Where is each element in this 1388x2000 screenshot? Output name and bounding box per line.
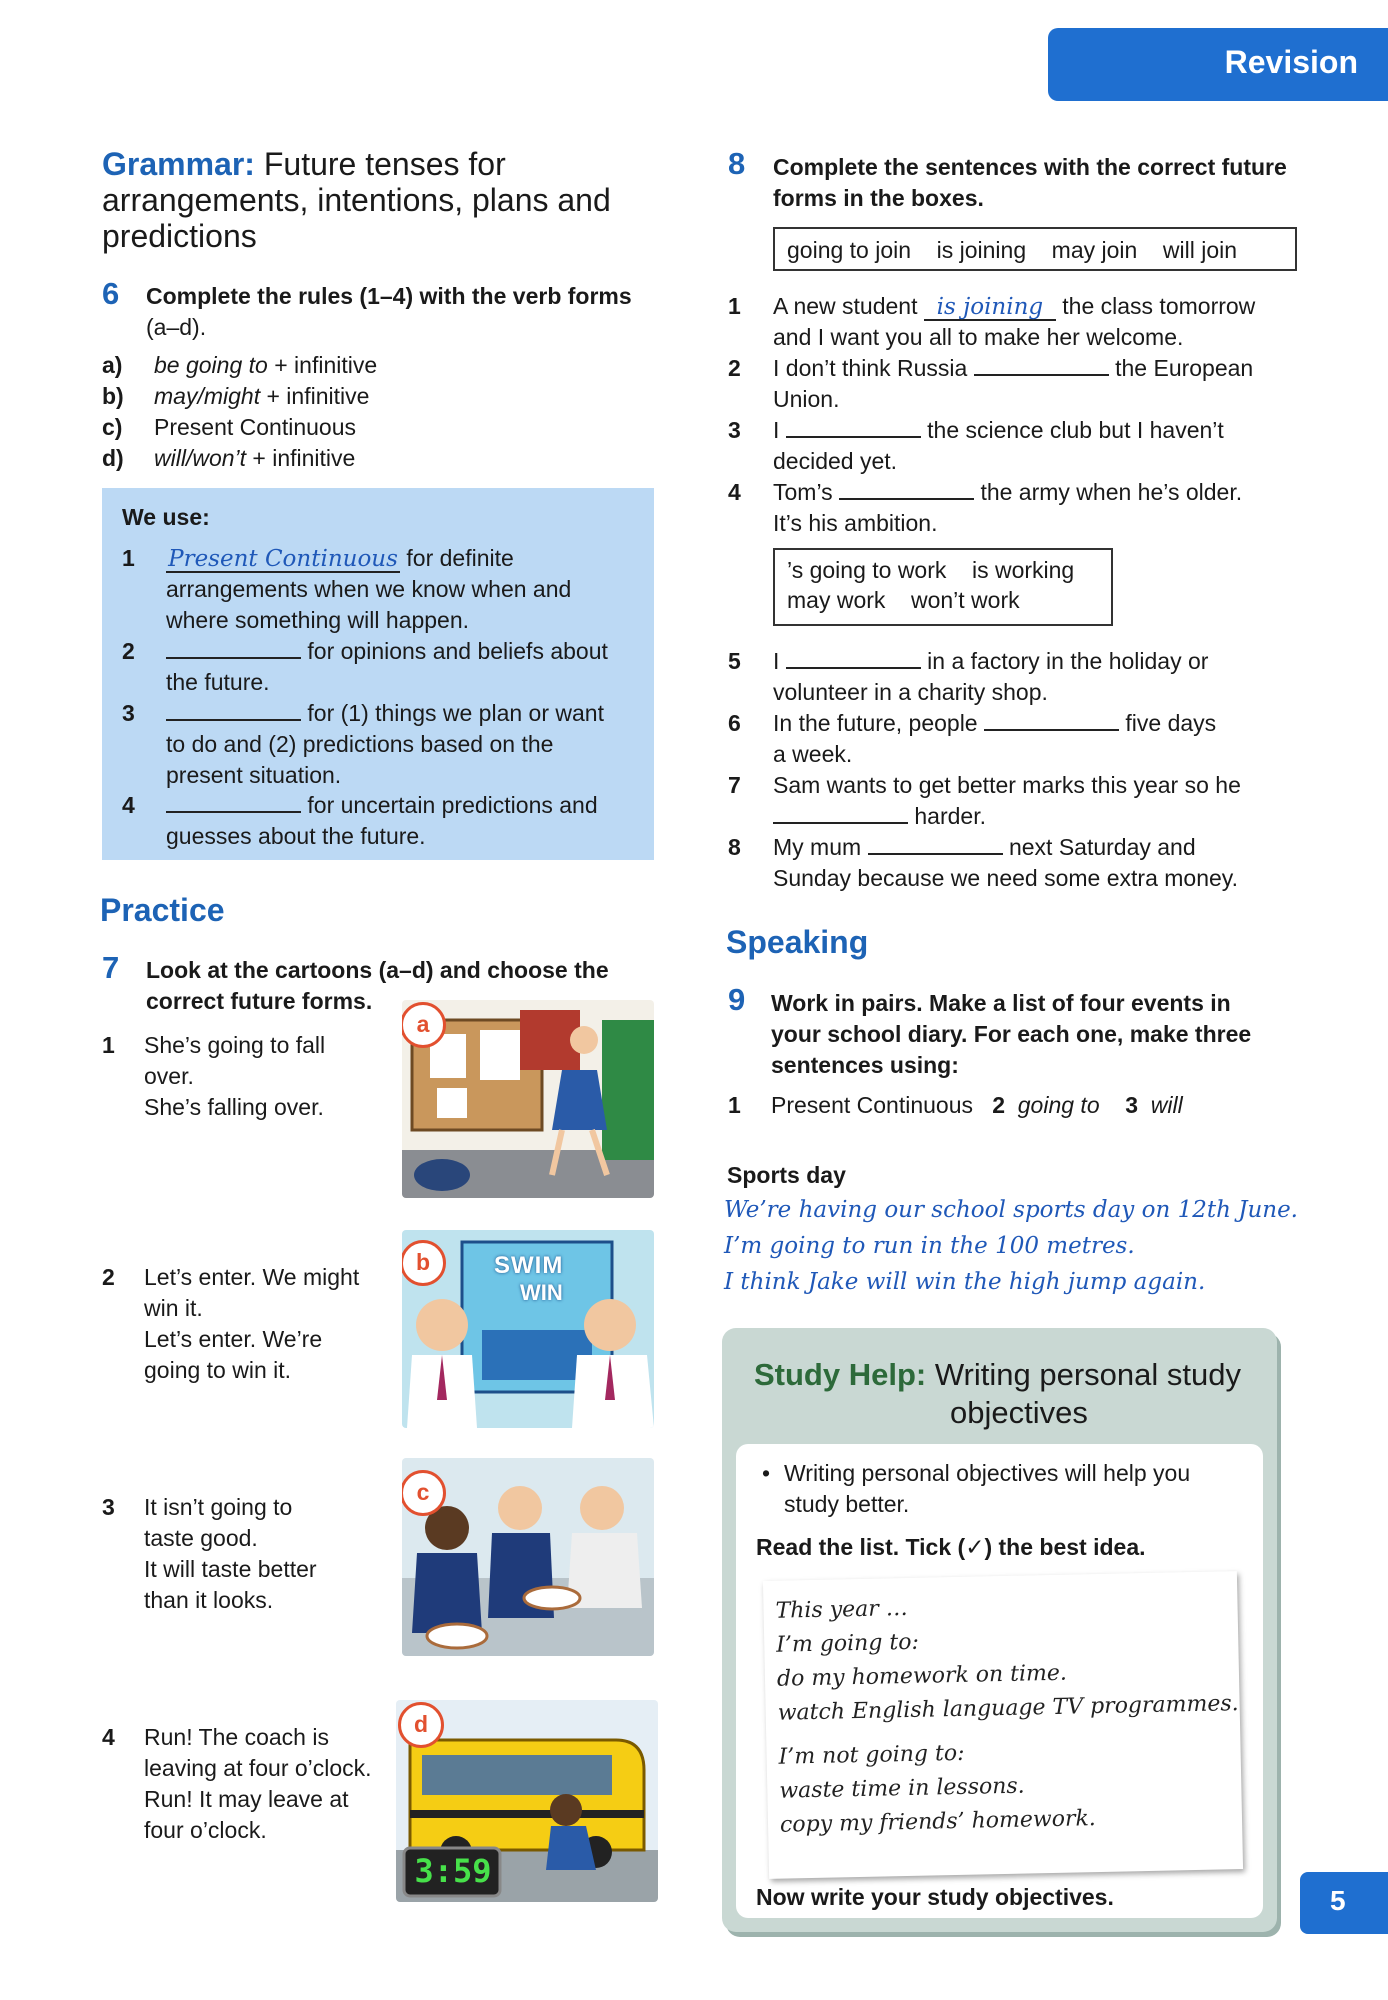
item-number: 1	[102, 1032, 115, 1058]
rule-number: 2	[122, 638, 135, 664]
item-number: 4	[102, 1724, 115, 1750]
ex7-instruction-l1: Look at the cartoons (a–d) and choose the	[146, 957, 609, 983]
ex8-sentences-1-4	[728, 291, 1308, 539]
sentence-text: decided yet.	[773, 448, 898, 474]
grammar-title-1: Future tenses for	[263, 146, 506, 182]
sentence-text: next Saturday and	[1008, 834, 1196, 860]
example-lines	[724, 1192, 1324, 1300]
ex8-instruction-l1: Complete the sentences with the correct future	[773, 154, 1287, 180]
word-option: will join	[1162, 237, 1238, 263]
bullet-text: study better.	[784, 1491, 910, 1517]
sentence-text: Tom’s	[773, 479, 833, 505]
study-help-label: Study Help:	[754, 1357, 927, 1392]
option-text: + infinitive	[246, 445, 356, 471]
sentence-text: in a factory in the holiday or	[927, 648, 1209, 674]
ex6-instruction	[146, 281, 666, 343]
answer-blank[interactable]	[786, 649, 921, 669]
rule-2	[122, 636, 642, 698]
sentence-number: 8	[728, 834, 741, 860]
sentence-text: the class tomorrow	[1062, 293, 1256, 319]
option-letter: a)	[102, 352, 123, 378]
study-help-title	[754, 1356, 1254, 1432]
option-italic: will/won’t	[154, 445, 247, 471]
study-help-card	[736, 1444, 1263, 1918]
answer-blank[interactable]	[773, 804, 908, 824]
answer-blank[interactable]	[166, 701, 301, 721]
sentence-text: the science club but I haven’t	[927, 417, 1224, 443]
example-title: Sports day	[727, 1162, 846, 1188]
option-number: 2	[992, 1092, 1005, 1118]
cartoon-a	[402, 1000, 654, 1198]
word-option: won’t work	[910, 587, 1020, 613]
item-line: It isn’t going to	[144, 1494, 293, 1520]
sentence-text: and I want you all to make her welcome.	[773, 324, 1184, 350]
study-help-bullet: • Writing personal objectives will help you study better.	[762, 1460, 1191, 1517]
ex7-instruction-l2: correct future forms.	[146, 988, 373, 1014]
rule-text: for uncertain predictions and	[307, 792, 598, 818]
sentence-1	[728, 291, 1308, 353]
note-line: I’m going to:	[776, 1629, 920, 1658]
grammar-title-3: predictions	[102, 218, 257, 254]
sentence-text: It’s his ambition.	[773, 510, 938, 536]
option-italic: may/might	[154, 383, 261, 409]
option-c	[102, 412, 622, 443]
cartoon-b	[402, 1230, 654, 1428]
option-letter: c)	[102, 414, 123, 440]
rule-1	[122, 543, 642, 636]
rule-3	[122, 698, 642, 791]
cartoon-d	[396, 1700, 658, 1902]
example-line: I’m going to run in the 100 metres.	[724, 1233, 1135, 1259]
grammar-heading	[102, 146, 662, 254]
word-option: is working	[971, 557, 1075, 583]
ex6-instruction-l1: Complete the rules (1–4) with the verb forms	[146, 283, 632, 309]
practice-item-3	[102, 1492, 402, 1616]
rule-text: for definite	[406, 545, 514, 571]
grammar-title-2: arrangements, intentions, plans and	[102, 182, 611, 218]
word-box-2	[773, 548, 1113, 626]
option-text: + infinitive	[260, 383, 370, 409]
item-number: 2	[102, 1264, 115, 1290]
study-help-footer: Now write your study objectives.	[756, 1884, 1114, 1910]
sentence-text: the European	[1115, 355, 1254, 381]
item-line: Run! The coach is	[144, 1724, 329, 1750]
answer-blank[interactable]	[166, 639, 301, 659]
grammar-label: Grammar:	[102, 146, 255, 182]
note-line: watch English language TV programmes.	[777, 1691, 1239, 1726]
item-line: Let’s enter. We’re	[144, 1326, 323, 1352]
rule-4	[122, 790, 642, 852]
poster-swim: SWIM	[494, 1252, 564, 1279]
sentence-number: 4	[728, 479, 741, 505]
option-going-to: going to	[1017, 1092, 1100, 1118]
sentence-text: I don’t think Russia	[773, 355, 968, 381]
practice-item-1	[102, 1030, 402, 1123]
sentence-text: A new student	[773, 293, 918, 319]
sentence-2	[728, 353, 1308, 415]
sentence-5	[728, 646, 1308, 708]
item-line: four o’clock.	[144, 1817, 267, 1843]
study-help-title-l2: objectives	[950, 1395, 1088, 1430]
option-a	[102, 350, 622, 381]
note-line: do my homework on time.	[776, 1660, 1068, 1692]
sentence-text: In the future, people	[773, 710, 978, 736]
sentence-text: a week.	[773, 741, 853, 767]
sentence-7	[728, 770, 1308, 832]
cartoon-badge-d: d	[398, 1702, 444, 1748]
sentence-number: 2	[728, 355, 741, 381]
ex8-instruction	[773, 152, 1313, 214]
item-line: leaving at four o’clock.	[144, 1755, 372, 1781]
answer-blank[interactable]	[984, 711, 1119, 731]
answer-blank[interactable]	[974, 356, 1109, 376]
rule-number: 1	[122, 545, 135, 571]
word-option: going to join	[787, 237, 912, 263]
word-box-1	[773, 227, 1297, 271]
page-number-tab	[1300, 1872, 1388, 1934]
item-line: win it.	[144, 1295, 203, 1321]
ex9-number: 9	[728, 982, 746, 1017]
option-d	[102, 443, 622, 474]
cartoon-badge-b: b	[402, 1240, 446, 1286]
cartoon-c	[402, 1458, 654, 1656]
answer-blank[interactable]	[786, 418, 921, 438]
poster-win: WIN	[520, 1280, 563, 1305]
study-help-title-l1: Writing personal study	[934, 1357, 1241, 1392]
ex6-options	[102, 350, 622, 474]
sentence-number: 1	[728, 293, 741, 319]
option-number: 1	[728, 1092, 741, 1118]
ex9-instruction-l2: your school diary. For each one, make three	[771, 1021, 1252, 1047]
cartoon-badge-a: a	[402, 1002, 446, 1048]
handwritten-note	[763, 1571, 1243, 1879]
study-help-panel	[722, 1328, 1277, 1932]
ex9-instruction-l3: sentences using:	[771, 1052, 959, 1078]
word-option: may work	[787, 587, 886, 613]
sentence-8	[728, 832, 1308, 894]
sentence-text: volunteer in a charity shop.	[773, 679, 1048, 705]
sentence-number: 5	[728, 648, 741, 674]
item-line: Let’s enter. We might	[144, 1264, 360, 1290]
sentence-number: 3	[728, 417, 741, 443]
sentence-number: 6	[728, 710, 741, 736]
ex6-instruction-l2: (a–d).	[146, 314, 207, 340]
sentence-text: I	[773, 648, 780, 674]
ex9-instruction-l1: Work in pairs. Make a list of four events in	[771, 990, 1231, 1016]
note-line: I’m not going to:	[778, 1740, 965, 1770]
note-line: This year …	[775, 1595, 909, 1624]
note-line: waste time in lessons.	[779, 1773, 1025, 1804]
practice-heading: Practice	[100, 892, 225, 928]
item-line: It will taste better	[144, 1556, 317, 1582]
revision-label: Revision	[1224, 44, 1358, 80]
example-line: I think Jake will win the high jump again.	[724, 1269, 1206, 1295]
option-letter: d)	[102, 445, 124, 471]
item-line: Run! It may leave at	[144, 1786, 349, 1812]
item-line: than it looks.	[144, 1587, 274, 1613]
bullet-text: Writing personal objectives will help you	[784, 1460, 1191, 1486]
sentence-text: Sam wants to get better marks this year so he	[773, 772, 1241, 798]
item-line: going to win it.	[144, 1357, 292, 1383]
rule-text: where something will happen.	[166, 607, 470, 633]
option-text: + infinitive	[267, 352, 378, 378]
rule-1-answer: Present Continuous	[166, 547, 400, 573]
answer-blank[interactable]	[166, 793, 301, 813]
page-number: 5	[1330, 1885, 1346, 1916]
clock-display: 3:59	[414, 1852, 492, 1890]
rule-number: 4	[122, 792, 135, 818]
sentence-text: Sunday because we need some extra money.	[773, 865, 1238, 891]
sentence-1-answer: is joining	[924, 295, 1056, 321]
rule-text: arrangements when we know when and	[166, 576, 572, 602]
practice-item-4	[102, 1722, 402, 1846]
speaking-heading: Speaking	[726, 924, 869, 960]
ex9-options	[728, 1090, 1308, 1121]
item-number: 3	[102, 1494, 115, 1520]
sentence-4	[728, 477, 1308, 539]
sentence-text: the army when he’s older.	[980, 479, 1243, 505]
rule-text: for (1) things we plan or want	[307, 700, 604, 726]
item-line: taste good.	[144, 1525, 258, 1551]
word-option: ’s going to work	[787, 557, 947, 583]
ex8-instruction-l2: forms in the boxes.	[773, 185, 984, 211]
ex6-number: 6	[102, 276, 120, 311]
practice-item-2	[102, 1262, 402, 1386]
tick-instruction: Read the list. Tick (✓) the best idea.	[756, 1534, 1146, 1560]
sentence-text: harder.	[914, 803, 986, 829]
rule-text: to do and (2) predictions based on the	[166, 731, 554, 757]
sentence-number: 7	[728, 772, 741, 798]
option-letter: b)	[102, 383, 124, 409]
sentence-text: Union.	[773, 386, 840, 412]
item-line: She’s falling over.	[144, 1094, 324, 1120]
option-text: Present Continuous	[154, 414, 357, 440]
rules-box	[102, 488, 654, 860]
note-lines	[775, 1585, 1241, 1843]
option-b	[102, 381, 622, 412]
item-line: over.	[144, 1063, 194, 1089]
ex8-sentences-5-8	[728, 646, 1308, 894]
ex9-instruction	[771, 988, 1311, 1081]
sentence-text: My mum	[773, 834, 862, 860]
word-option: may join	[1051, 237, 1138, 263]
item-line: She’s going to fall	[144, 1032, 326, 1058]
option-number: 3	[1125, 1092, 1138, 1118]
rule-text: guesses about the future.	[166, 823, 426, 849]
note-line: copy my friends’ homework.	[779, 1806, 1097, 1838]
word-option: is joining	[936, 237, 1027, 263]
sentence-text: five days	[1125, 710, 1217, 736]
sentence-6	[728, 708, 1308, 770]
answer-blank[interactable]	[839, 480, 974, 500]
rule-text: present situation.	[166, 762, 342, 788]
option-italic: be going to	[154, 352, 268, 378]
ex7-number: 7	[102, 950, 120, 985]
rule-text: the future.	[166, 669, 270, 695]
example-line: We’re having our school sports day on 12th June.	[724, 1197, 1298, 1223]
rule-text: for opinions and beliefs about	[307, 638, 608, 664]
answer-blank[interactable]	[868, 835, 1003, 855]
ex8-number: 8	[728, 146, 746, 181]
sentence-3	[728, 415, 1308, 477]
option-will: will	[1150, 1092, 1183, 1118]
option-present-continuous: Present Continuous	[771, 1092, 974, 1118]
rule-number: 3	[122, 700, 135, 726]
revision-tab	[1048, 28, 1388, 101]
sentence-text: I	[773, 417, 780, 443]
rules-box-title: We use:	[122, 504, 210, 530]
cartoon-badge-c: c	[402, 1470, 446, 1516]
